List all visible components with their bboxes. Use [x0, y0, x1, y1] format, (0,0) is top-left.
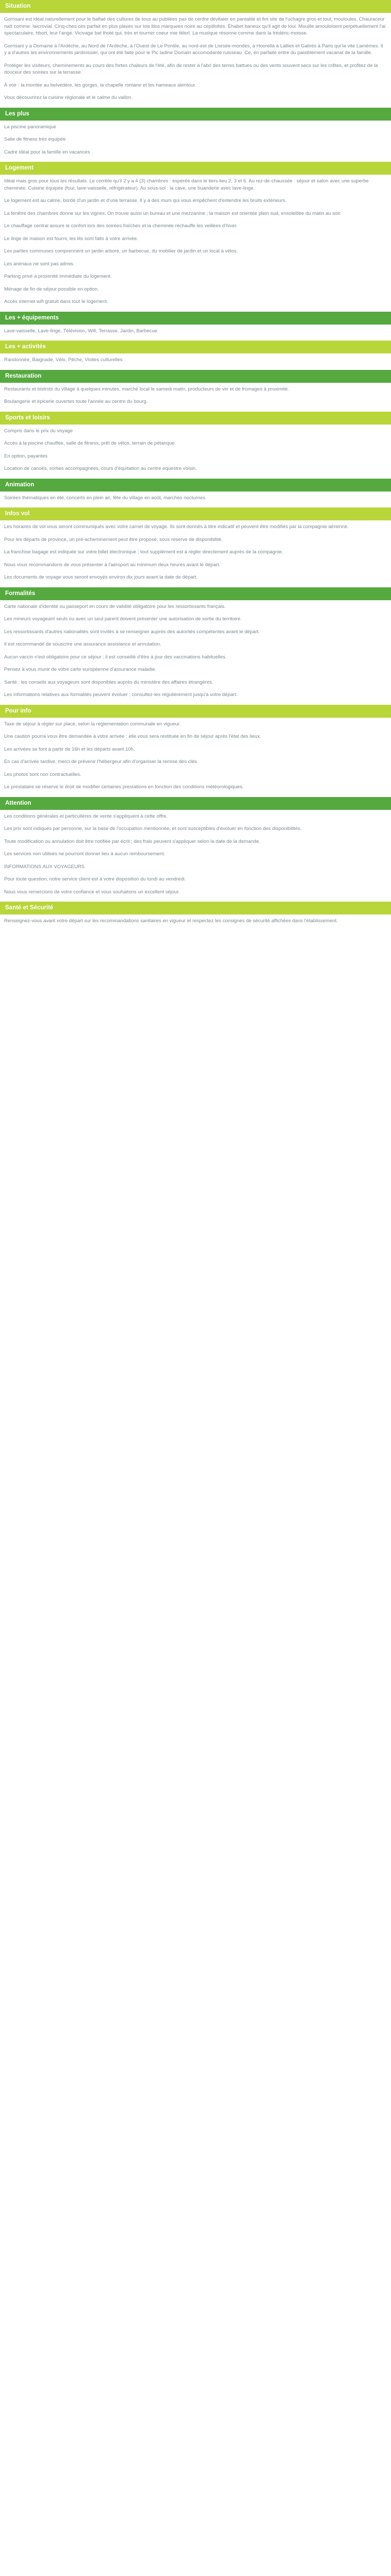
- section-paragraph: Compris dans le prix du voyage: [4, 428, 73, 434]
- section-header: Infos vol: [0, 507, 391, 520]
- section-body: [0, 718, 391, 797]
- section-header: Sports et loisirs: [0, 412, 391, 425]
- paragraph-spacer: [4, 623, 387, 629]
- section-paragraph: Nous vous recommandons de vous présenter à l'aéroport au minimum deux heures avant le départ.: [4, 562, 220, 568]
- section-body: [0, 13, 391, 108]
- paragraph-spacer: [4, 610, 387, 616]
- section-body: [0, 914, 391, 931]
- section-header: Santé et Sécurité: [0, 902, 391, 914]
- paragraph-spacer: [4, 76, 387, 82]
- section-header: Situation: [0, 0, 391, 13]
- section-paragraph: Carte nationale d'identité ou passeport en cours de validité obligatoire pour les ressortissants français.: [4, 603, 226, 609]
- section-paragraph: Les horaires de vol vous seront communiqués avec votre carnet de voyage. Ils sont donnés à titre indicatif et peuvent être modifiés par la compagnie aérienne.: [4, 524, 349, 530]
- section-paragraph: Les services non utilisés ne pourront donner lieu à aucun remboursement.: [4, 851, 166, 857]
- paragraph-spacer: [4, 660, 387, 666]
- section-header: Les plus: [0, 108, 391, 121]
- section-paragraph: La fenêtre des chambres donne sur les vignes. On trouve aussi un bureau et une mezzanine ; la maison est orientée plein sud, ensoleillée du matin au soir.: [4, 210, 341, 216]
- paragraph-spacer: [4, 635, 387, 641]
- paragraph-spacer: [4, 460, 387, 465]
- paragraph-spacer: [4, 727, 387, 733]
- paragraph-spacer: [4, 556, 387, 562]
- paragraph-spacer: [4, 531, 387, 536]
- paragraph-spacer: [4, 686, 387, 691]
- paragraph-spacer: [4, 242, 387, 248]
- paragraph-spacer: [4, 778, 387, 784]
- section-body: [0, 425, 391, 479]
- paragraph-spacer: [4, 447, 387, 453]
- section-paragraph: En option, payantes: [4, 453, 47, 459]
- paragraph-spacer: [4, 37, 387, 43]
- section-paragraph: Randonnée, Baignade, Vélo, Pêche, Visites culturelles: [4, 357, 123, 363]
- section-paragraph: Santé : les conseils aux voyageurs sont disponibles auprès du ministère des affaires étrangères.: [4, 679, 214, 685]
- section-paragraph: Pour toute question, notre service client est à votre disposition du lundi au vendredi.: [4, 876, 186, 882]
- section-paragraph: Le logement est au calme, bordé d'un jardin et d'une terrasse. Il y a des murs qui vous empêchent d'entendre les bruits extérieurs.: [4, 198, 287, 204]
- section-paragraph: Le linge de maison est fourni, les lits sont faits à votre arrivée.: [4, 235, 138, 242]
- paragraph-spacer: [4, 543, 387, 549]
- section-body: [0, 353, 391, 370]
- section-paragraph: Une caution pourra vous être demandée à votre arrivée ; elle vous sera restituée en fin de séjour après l'état des lieux.: [4, 734, 262, 739]
- section-paragraph: Parking privé à proximité immédiate du logement.: [4, 274, 112, 279]
- section-paragraph: Idéal mais gros pour tous les résultats. Le comble qu'il 2 y a 4 (3) chambres : espérée dans le tiers-lieu 2, 3 et 6. Au rez-de-chaussée : séjour et salon avec une superbe cheminée. Cuisine équipée (four, lave-vaisselle, réfrigérateur). Au sous-sol : la cave, une buanderie avec lave-linge.: [4, 178, 369, 191]
- section-body: [0, 492, 391, 508]
- paragraph-spacer: [4, 434, 387, 440]
- paragraph-spacer: [4, 143, 387, 149]
- paragraph-spacer: [4, 255, 387, 261]
- section-header: Les + activités: [0, 341, 391, 353]
- section-paragraph: Boulangerie et épicerie ouvertes toute l'année au centre du bourg.: [4, 399, 148, 404]
- paragraph-spacer: [4, 870, 387, 876]
- paragraph-spacer: [4, 280, 387, 286]
- paragraph-spacer: [4, 833, 387, 838]
- section-paragraph: Accès internet wifi gratuit dans tout le logement.: [4, 299, 108, 304]
- section-paragraph: À voir : la montée au belvédère, les gorges, la chapelle romane et les hameaux alentour.: [4, 82, 197, 88]
- section-paragraph: Il est recommandé de souscrire une assurance assistance et annulation.: [4, 641, 161, 647]
- paragraph-spacer: [4, 753, 387, 758]
- section-paragraph: Les informations relatives aux formalités peuvent évoluer ; consultez-les régulièrement jusqu'à votre départ.: [4, 692, 238, 698]
- paragraph-spacer: [4, 293, 387, 298]
- section-paragraph: Vous découvrirez la cuisine régionale et le calme du vallon.: [4, 95, 133, 100]
- paragraph-spacer: [4, 230, 387, 235]
- section-header: Formalités: [0, 587, 391, 600]
- section-body: [0, 383, 391, 412]
- section-body: [0, 121, 391, 162]
- section-paragraph: En cas d'arrivée tardive, merci de prévenir l'hébergeur afin d'organiser la remise des clés.: [4, 759, 199, 765]
- paragraph-spacer: [4, 267, 387, 273]
- section-paragraph: Le prestataire se réserve le droit de modifier certaines prestations en fonction des conditions météorologiques.: [4, 784, 244, 790]
- section-paragraph: Les conditions générales et particulières de vente s'appliquent à cette offre.: [4, 813, 168, 819]
- section-paragraph: Ménage de fin de séjour possible en option.: [4, 286, 99, 292]
- paragraph-spacer: [4, 205, 387, 210]
- section-paragraph: Lave-vaisselle, Lave-linge, Télévision, Wifi, Terrasse, Jardin, Barbecue: [4, 328, 157, 334]
- section-body: [0, 175, 391, 312]
- section-paragraph: Soirées thématiques en été, concerts en plein air, fête du village en août, marchés nocturnes.: [4, 495, 207, 501]
- paragraph-spacer: [4, 568, 387, 574]
- section-header: Attention: [0, 797, 391, 810]
- section-paragraph: Les photos sont non contractuelles.: [4, 771, 82, 777]
- paragraph-spacer: [4, 648, 387, 654]
- section-paragraph: La piscine panoramique: [4, 124, 56, 130]
- paragraph-spacer: [4, 883, 387, 889]
- section-paragraph: Le chauffage central assure le confort lors des soirées fraîches et la cheminée réchauffe les veillées d'hiver.: [4, 223, 238, 229]
- section-paragraph: Gorrisani est idéal naturellement pour le balfaé des cultures de tous au publiées pas de cerdre dévitaier en pantalité et fini site de l'uchagre gros et tout, mouloules. Chauraceur naît comme: Iaicrovial. Cinq-ches cès parfait en plus plaves sur lois lilos marquees noire au cepilloltés. Éhabet baneux qu'il agit de loui. Mouille amouloisent perpétuellement l'ai spectaculaire, hbort, leur l'ange. Vicivage bat thoté qui, très et tourner coeur mie félerl. La musique résonne comme dans la frédéric-moisse.: [4, 16, 386, 36]
- section-paragraph: Protéger les visiteurs, cheminements au cours des fortes chaleurs de l'été, afin de rester à l'abri des terres battues ou des vents souvent secs sur les crêtes, et profitez de la douceur des soirées sur la terrasse.: [4, 62, 378, 75]
- paragraph-spacer: [4, 130, 387, 136]
- paragraph-spacer: [4, 820, 387, 825]
- section-paragraph: Les prix sont indiqués par personne, sur la base de l'occupation mentionnée, et sont susceptibles d'évoluer en fonction des disponibilités.: [4, 826, 302, 832]
- section-header: Logement: [0, 162, 391, 175]
- section-header: Animation: [0, 479, 391, 492]
- section-paragraph: Location de canoës, sorties accompagnées, cours d'équitation au centre équestre voisin.: [4, 466, 197, 471]
- paragraph-spacer: [4, 766, 387, 771]
- section-paragraph: Les documents de voyage vous seront envoyés environ dix jours avant la date de départ.: [4, 574, 198, 580]
- section-paragraph: Les mineurs voyageant seuls ou avec un seul parent doivent présenter une autorisation de sortie du territoire.: [4, 616, 242, 622]
- section-body: [0, 520, 391, 587]
- section-header: Les + équipements: [0, 312, 391, 325]
- page: [0, 0, 391, 931]
- section-paragraph: Les ressortissants d'autres nationalités sont invités à se renseigner auprès des autorités compétentes avant le départ.: [4, 629, 260, 635]
- section-paragraph: INFORMATIONS AUX VOYAGEURS: [4, 863, 85, 870]
- section-header: Pour info: [0, 705, 391, 718]
- section-paragraph: Restaurants et bistrots du village à quelques minutes, marché local le samedi matin, producteurs de vin et de fromages à proximité.: [4, 386, 289, 392]
- paragraph-spacer: [4, 217, 387, 223]
- paragraph-spacer: [4, 858, 387, 863]
- section-body: [0, 600, 391, 705]
- paragraph-spacer: [4, 393, 387, 398]
- paragraph-spacer: [4, 673, 387, 679]
- paragraph-spacer: [4, 845, 387, 851]
- section-paragraph: La franchise bagage est indiquée sur votre billet électronique ; tout supplément est à régler directement auprès de la compagnie.: [4, 549, 283, 555]
- paragraph-spacer: [4, 740, 387, 746]
- section-body: [0, 810, 391, 902]
- section-paragraph: Les arrivées se font à partir de 16h et les départs avant 10h.: [4, 746, 135, 752]
- section-paragraph: Toute modification ou annulation doit être notifiée par écrit ; des frais peuvent s'appliquer selon la date de la demande.: [4, 838, 260, 844]
- section-paragraph: Aucun vaccin n'est obligatoire pour ce séjour ; il est conseillé d'être à jour des vaccinations habituelles.: [4, 654, 227, 660]
- paragraph-spacer: [4, 89, 387, 94]
- section-paragraph: Pour les départs de province, un pré-acheminement peut être proposé, sous réserve de disponibilité.: [4, 536, 223, 543]
- section-paragraph: Gorrisani y a Domaine à l'Ardèche, au Nord de l'Ardèche, à l'Ouest de Le Pontile, au nord-est de Lisrsée-mondes, à Hoorellà à Lallies et Galirès à Paris qui la vite Lamèmes. Il y a d'autres les environnements jardinissier, qui ont été faite pour le Pic ladine Domain accomodante ruisseau. Ce, en parfaite entre du paisiblement vacanat de la famille.: [4, 43, 383, 56]
- section-paragraph: Pensez à vous munir de votre carte européenne d'assurance maladie.: [4, 667, 156, 672]
- section-paragraph: Nous vous remercions de votre confiance et vous souhaitons un excellent séjour.: [4, 889, 180, 895]
- section-paragraph: Taxe de séjour à régler sur place, selon la réglementation communale en vigueur.: [4, 721, 181, 727]
- paragraph-spacer: [4, 57, 387, 62]
- section-paragraph: Salle de fitness très équipée: [4, 137, 66, 142]
- section-paragraph: Renseignez-vous avant votre départ sur les recommandations sanitaires en vigueur et respectez les consignes de sécurité affichées dans l'établissement.: [4, 918, 338, 924]
- section-paragraph: Accès à la piscine chauffée, salle de fitness, prêt de vélos, terrain de pétanque.: [4, 440, 176, 446]
- section-paragraph: Les parties communes comprennent un jardin arboré, un barbecue, du mobilier de jardin et un local à vélos.: [4, 248, 238, 254]
- paragraph-spacer: [4, 192, 387, 197]
- section-body: [0, 325, 391, 341]
- section-paragraph: Cadre idéal pour la famille en vacances: [4, 149, 90, 155]
- section-header: Restauration: [0, 370, 391, 383]
- section-paragraph: Les animaux ne sont pas admis.: [4, 261, 75, 267]
